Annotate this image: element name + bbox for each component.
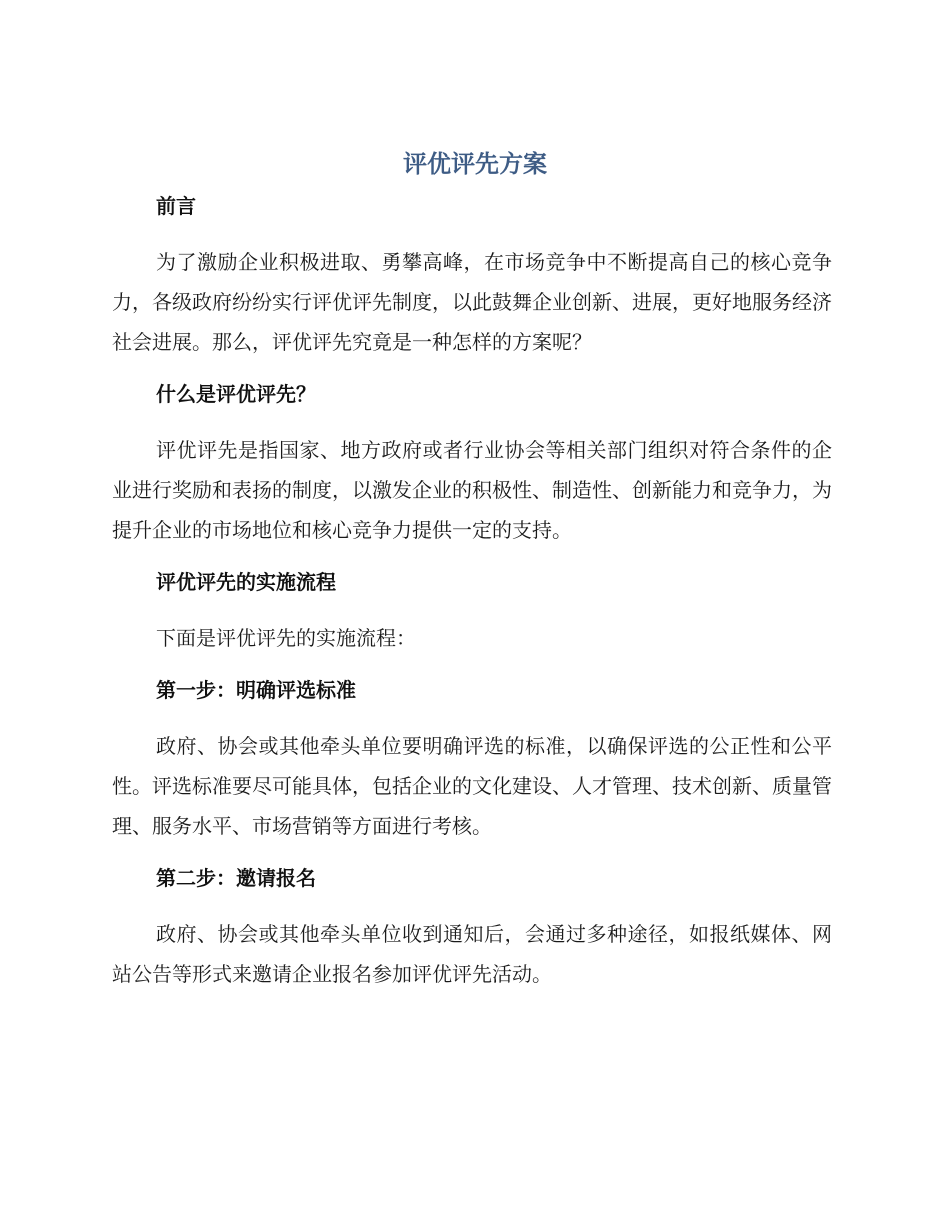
document-body: [112, 188, 832, 994]
preface-paragraph: 为了激励企业积极进取、勇攀高峰，在市场竞争中不断提高自己的核心竞争力，各级政府纷纷实行评优评先制度，以此鼓舞企业创新、进展，更好地服务经济社会进展。那么，评优评先究竟是一种怎样的方案呢？: [112, 250, 832, 354]
step2-heading: 第二步：邀请报名: [156, 866, 316, 890]
step1-heading: 第一步：明确评选标准: [156, 678, 356, 702]
process-intro: 下面是评优评先的实施流程：: [156, 626, 416, 650]
what-is-paragraph: 评优评先是指国家、地方政府或者行业协会等相关部门组织对符合条件的企业进行奖励和表扬的制度，以激发企业的积极性、制造性、创新能力和竞争力，为提升企业的市场地位和核心竞争力提供一定的支持。: [112, 438, 832, 542]
step2-paragraph: 政府、协会或其他牵头单位收到通知后，会通过多种途径，如报纸媒体、网站公告等形式来邀请企业报名参加评优评先活动。: [112, 922, 832, 986]
document-title: 评优评先方案: [403, 150, 547, 178]
preface-heading: 前言: [156, 194, 196, 218]
what-is-heading: 什么是评优评先？: [156, 382, 316, 406]
step1-paragraph: 政府、协会或其他牵头单位要明确评选的标准，以确保评选的公正性和公平性。评选标准要尽可能具体，包括企业的文化建设、人才管理、技术创新、质量管理、服务水平、市场营销等方面进行考核。: [112, 734, 832, 838]
process-heading: 评优评先的实施流程: [156, 570, 336, 594]
